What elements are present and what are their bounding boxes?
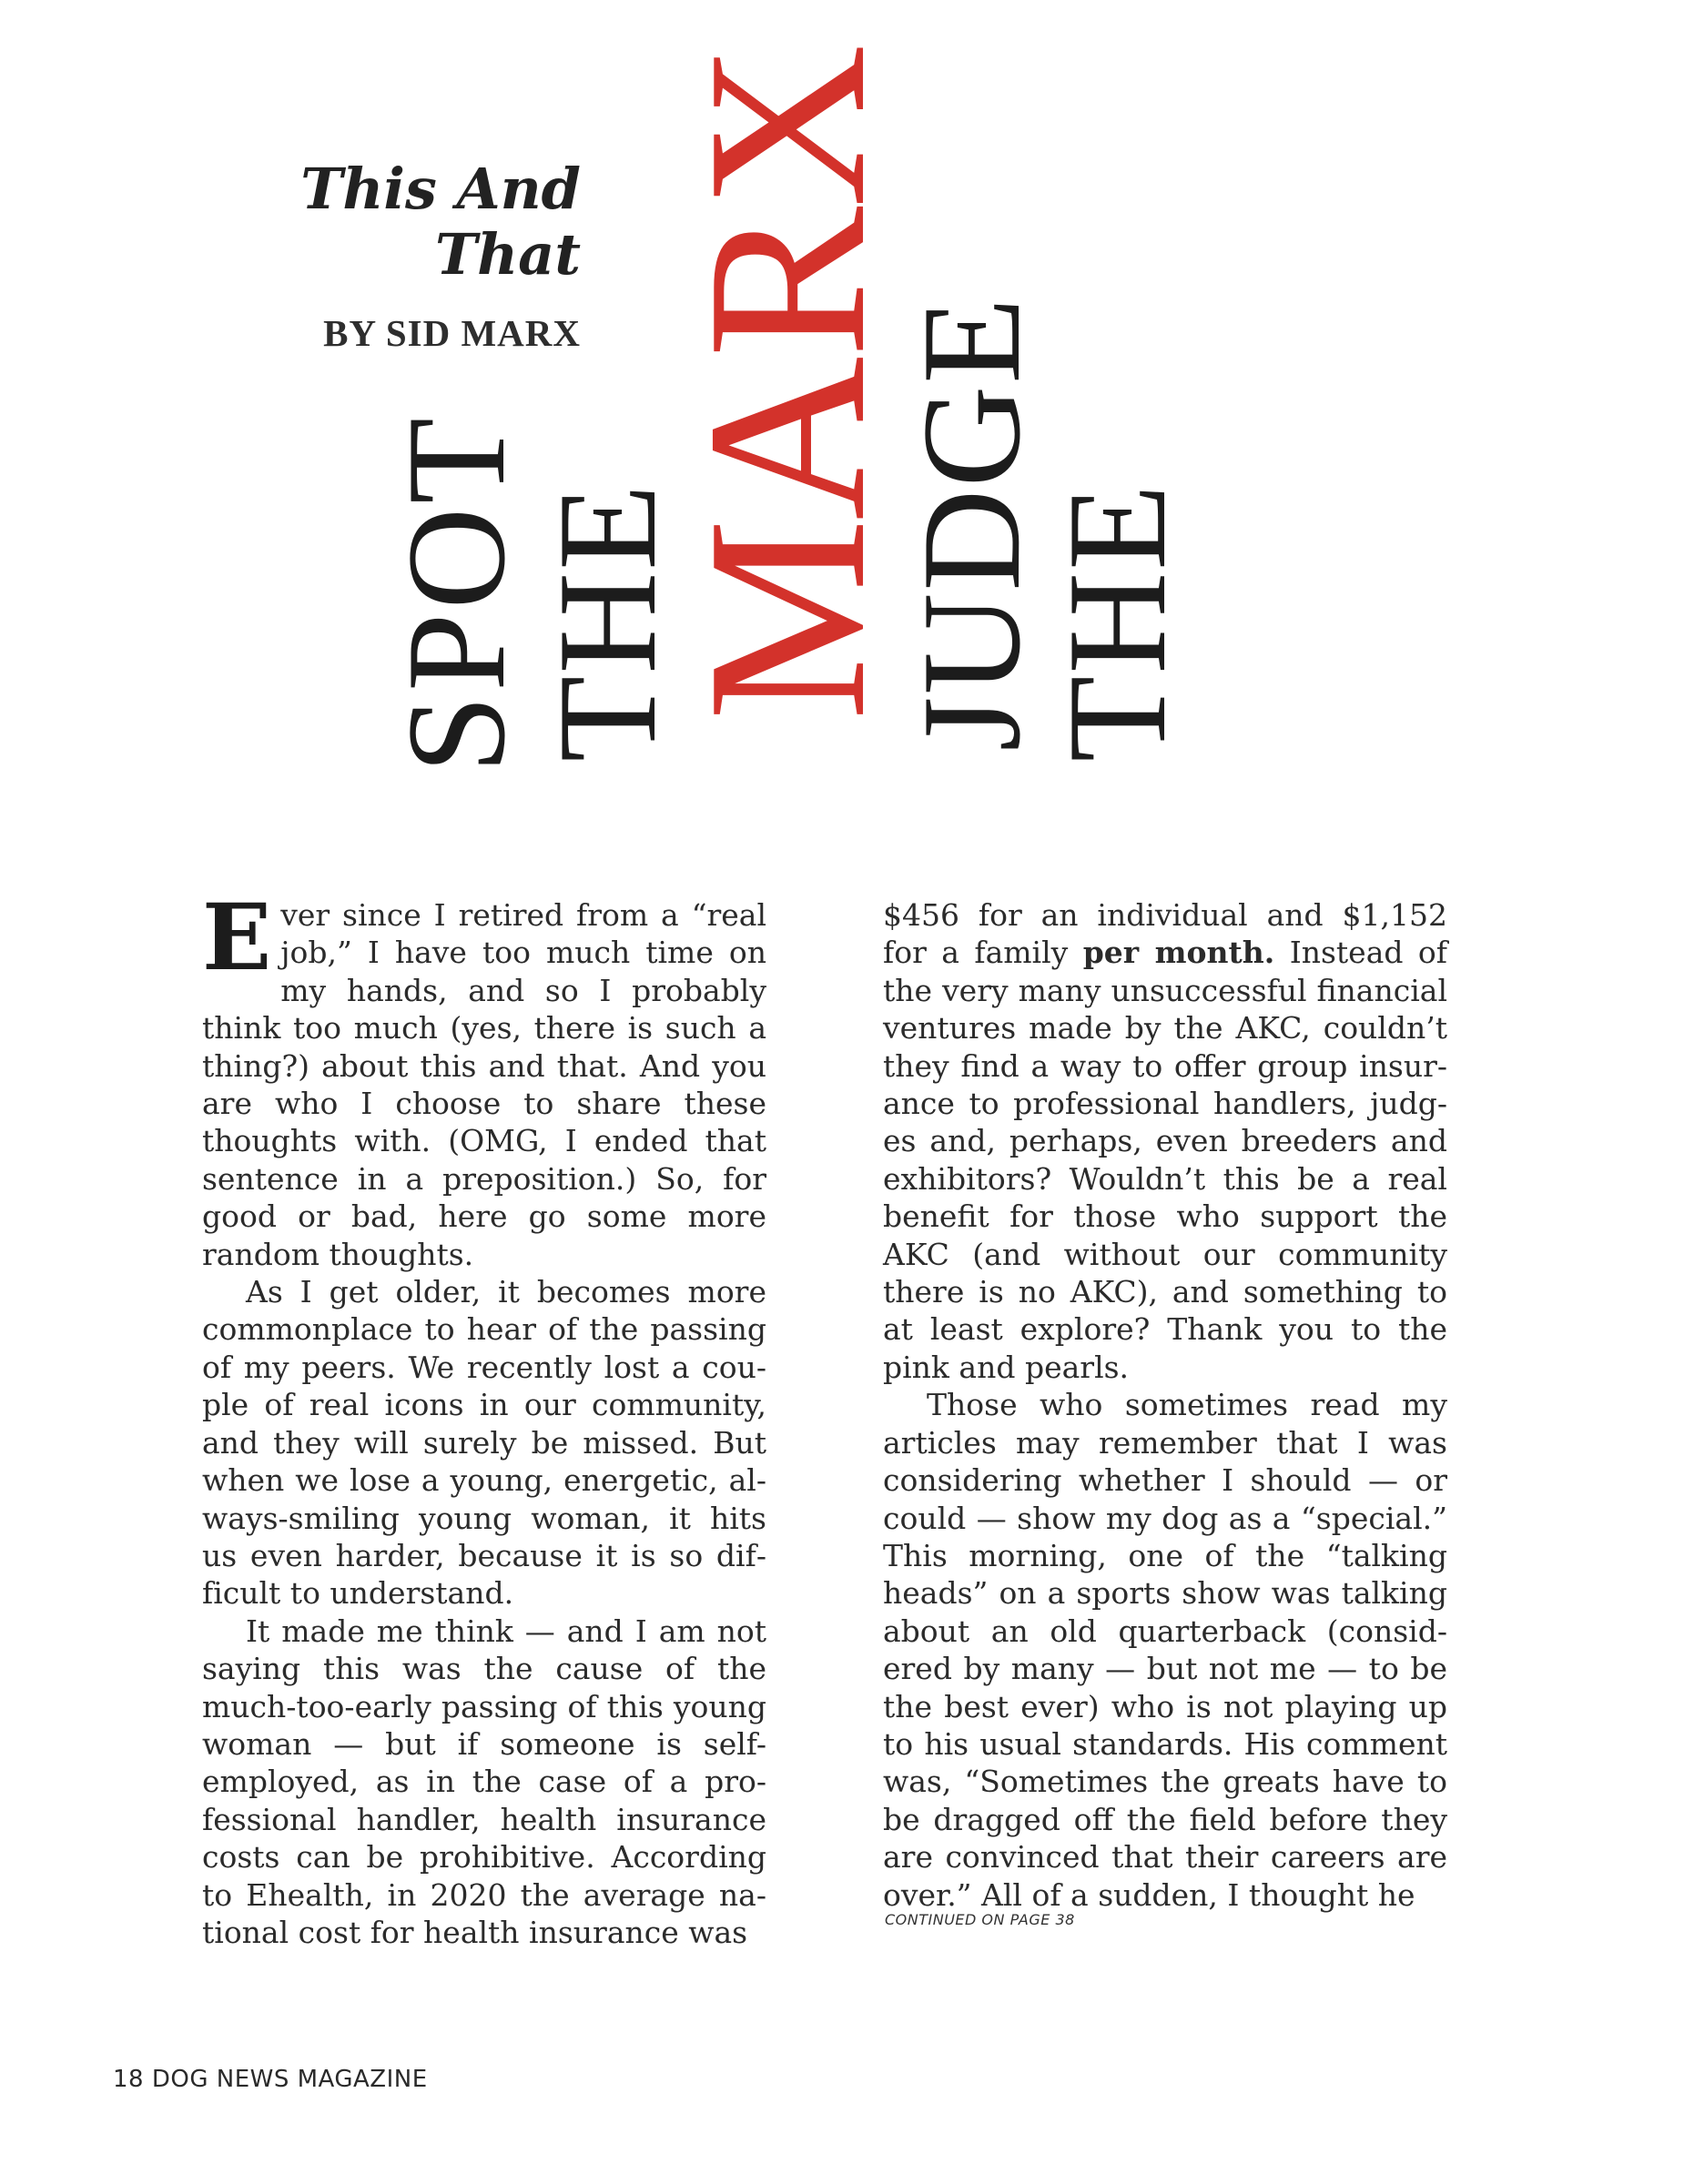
page-folio: 18 DOG NEWS MAGAZINE xyxy=(113,2066,428,2093)
title-word-the-first: THE xyxy=(1039,482,1195,763)
article-paragraph-5: Those who sometimes read my articles may remember that I was considering whether I should — or could — show my dog as a “special.” This morning, one of the “talking heads” on a sports show was talking about an old quarterback (considered by many — but not me — to be the best ever) who is not playing up to his usual standards. His comment was, “Sometimes the greats have to be dragged off the field before they are convinced that their careers are over.” All of a sudden, I thought he xyxy=(883,1387,1447,1913)
article-paragraph-1 xyxy=(202,884,766,1273)
continued-note: CONTINUED ON PAGE 38 xyxy=(885,1911,1075,1928)
paragraph-4-text-a: $456 for an individual and $1,152 for a family xyxy=(883,897,1447,971)
paragraph-1-text: ver since I retired from a “real job,” I have too much time on my hands, and so I probably think too much (yes, there is such a thing?) about this and that. And you are who I choose to share these thoughts with. (OMG, I ended that sentence in a preposition.) So, for good or bad, here go some more random thoughts. xyxy=(202,897,766,1272)
title-word-the-second: THE xyxy=(529,482,685,763)
drop-cap: E xyxy=(202,884,272,991)
paragraph-4-bold: per month. xyxy=(1082,935,1275,971)
kicker xyxy=(300,157,581,288)
kicker-line-1: This And xyxy=(300,156,581,222)
kicker-line-2: That xyxy=(434,221,581,288)
article-paragraph-4 xyxy=(883,896,1447,1386)
title-word-spot: SPOT xyxy=(378,414,534,774)
article-paragraph-2: As I get older, it becomes more commonplace to hear of the passing of my peers. We recently lost a couple of real icons in our community, and they will surely be missed. But when we lose a young, energetic, always-smiling young woman, it hits us even harder, because it is so difficult to understand. xyxy=(202,1274,766,1612)
article-column-left xyxy=(202,884,766,1951)
title-word-judge: JUDGE xyxy=(893,296,1050,752)
byline: BY SID MARX xyxy=(323,312,581,354)
article-paragraph-3: It made me think — and I am not saying this was the cause of the much-too-early passing of this young woman — but if someone is self-employed, as in the case of a professional handler, health insurance costs can be prohibitive. According to Ehealth, in 2020 the average national cost for health insurance was xyxy=(202,1613,766,1950)
paragraph-4-text-b: Instead of the very many unsuccessful financial ventures made by the AKC, couldn’t they find a way to offer group insurance to professional handlers, judges and, perhaps, even breeders and exhibitors? Wouldn’t this be a real benefit for those who support the AKC (and without our community there is no AKC), and something to at least explore? Thank you to the pink and pearls. xyxy=(883,935,1448,1385)
article-column-right xyxy=(883,896,1447,1914)
title-word-marx: MARX xyxy=(661,46,913,722)
